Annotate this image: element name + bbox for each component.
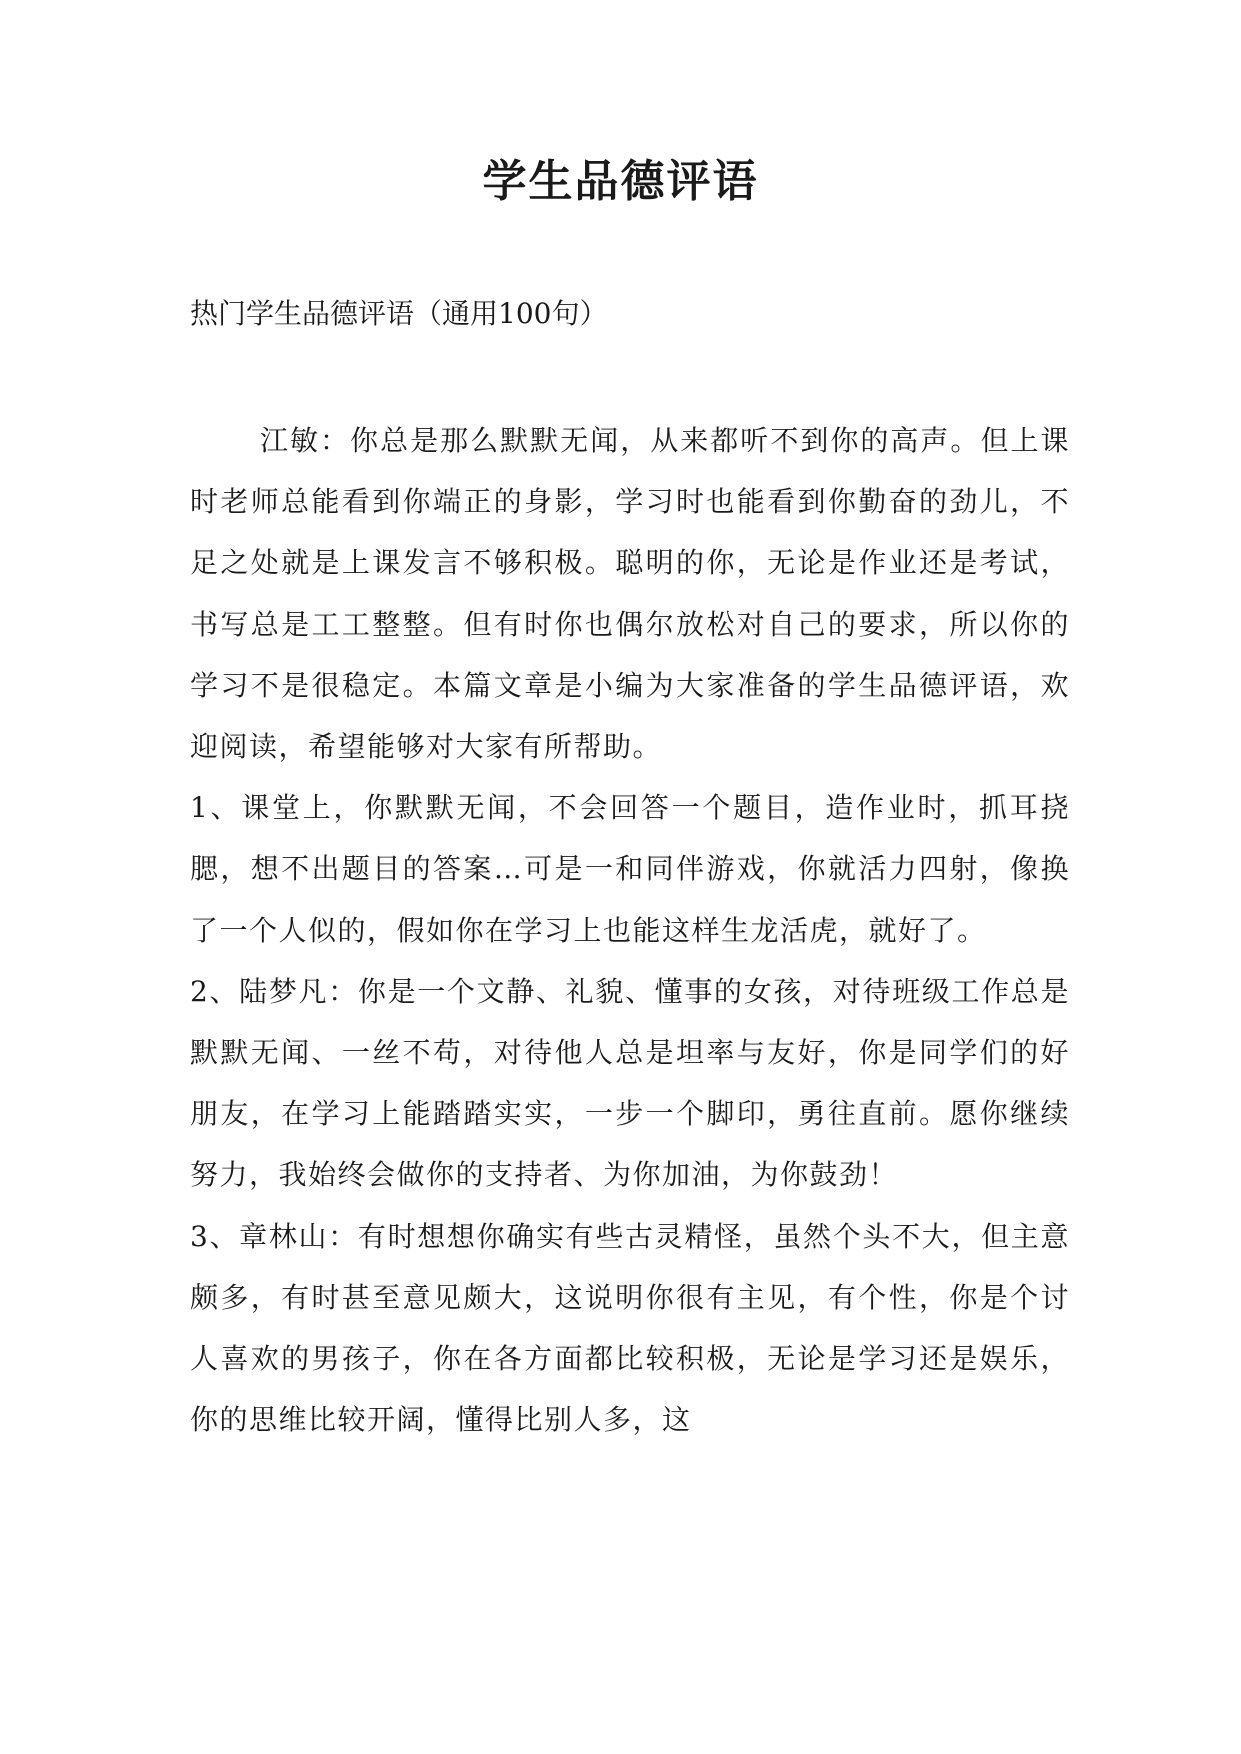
document-subtitle: 热门学生品德评语（通用100句） xyxy=(190,297,608,330)
comment-paragraph-2: 2、陆梦凡：你是一个文静、礼貌、懂事的女孩，对待班级工作总是默默无闻、一丝不苟，对待他人总是坦率与友好，你是同学们的好朋友，在学习上能踏踏实实，一步一个脚印，勇往直前。愿你继续努力，我始终会做你的支持者、为你加油，为你鼓劲！ xyxy=(190,974,1070,1192)
document-title: 学生品德评语 xyxy=(482,156,759,207)
intro-paragraph: 江敏：你总是那么默默无闻，从来都听不到你的高声。但上课时老师总能看到你端正的身影，学习时也能看到你勤奋的劲儿，不足之处就是上课发言不够积极。聪明的你，无论是作业还是考试，书写总是工工整整。但有时你也偶尔放松对自己的要求，所以你的学习不是很稳定。本篇文章是小编为大家准备的学生品德评语，欢迎阅读，希望能够对大家有所帮助。 xyxy=(190,424,1070,764)
comment-paragraph-3: 3、章林山：有时想想你确实有些古灵精怪，虽然个头不大，但主意颇多，有时甚至意见颇大，这说明你很有主见，有个性，你是个讨人喜欢的男孩子，你在各方面都比较积极，无论是学习还是娱乐，你的思维比较开阔，懂得比别人多，这 xyxy=(190,1219,1070,1437)
comment-paragraph-1: 1、课堂上，你默默无闻，不会回答一个题目，造作业时，抓耳挠腮，想不出题目的答案…可是一和同伴游戏，你就活力四射，像换了一个人似的，假如你在学习上也能这样生龙活虎，就好了。 xyxy=(190,791,1070,947)
document-body xyxy=(190,410,1070,1450)
